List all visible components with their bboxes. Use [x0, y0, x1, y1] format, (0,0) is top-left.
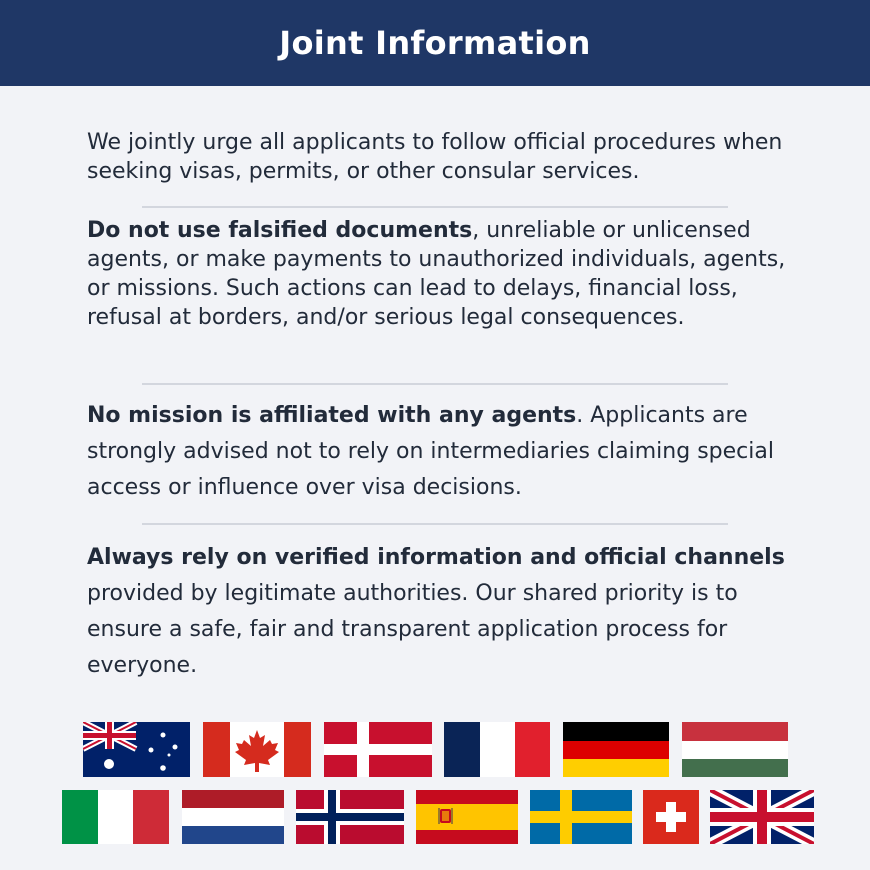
germany-flag: [563, 722, 669, 777]
divider: [142, 383, 728, 385]
italy-flag: [62, 790, 169, 844]
agents-paragraph: [87, 398, 787, 506]
norway-flag: [296, 790, 404, 844]
channels-bold-text: Always rely on verified information and official channels: [87, 545, 785, 570]
documents-text: , unreliable or unlicensed agents, or make payments to unauthorized individuals, agents, or missions. Such actions can lead to delays, financial loss, refusal at borders, and/or serious legal consequences.: [87, 218, 786, 330]
documents-paragraph: [87, 216, 787, 332]
divider: [142, 206, 728, 208]
australia-flag: [83, 722, 190, 777]
hungary-flag: [682, 722, 788, 777]
header-bar: [0, 0, 870, 86]
documents-bold-text: Do not use falsified documents: [87, 218, 473, 243]
channels-text: provided by legitimate authorities. Our shared priority is to ensure a safe, fair and transparent application process for everyone.: [87, 581, 738, 678]
divider: [142, 523, 728, 525]
agents-text: . Applicants are strongly advised not to rely on intermediaries claiming special access or influence over visa decisions.: [87, 403, 774, 500]
spain-flag: [416, 790, 518, 844]
denmark-flag: [324, 722, 432, 777]
sweden-flag: [530, 790, 632, 844]
netherlands-flag: [182, 790, 284, 844]
canada-flag: [203, 722, 311, 777]
switzerland-flag: [643, 790, 699, 844]
united-kingdom-flag: [710, 790, 814, 844]
channels-paragraph: [87, 540, 787, 684]
agents-bold-text: No mission is affiliated with any agents: [87, 403, 577, 428]
page-title: Joint Information: [279, 24, 591, 62]
france-flag: [444, 722, 550, 777]
intro-text: We jointly urge all applicants to follow official procedures when seeking visas, permits, or other consular services.: [87, 130, 783, 184]
intro-paragraph: [87, 128, 787, 186]
